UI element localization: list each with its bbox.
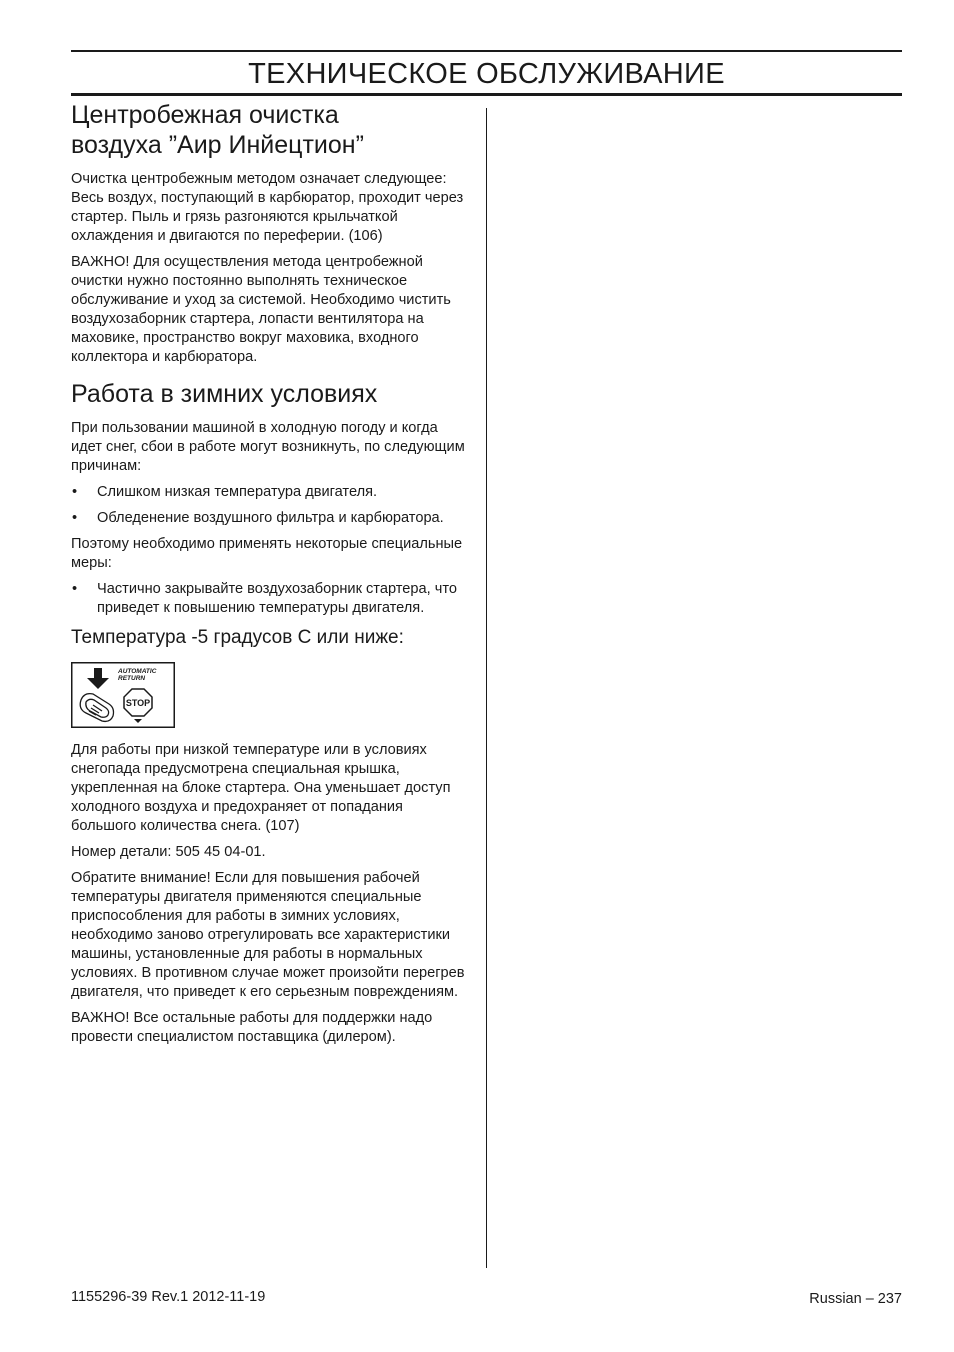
paragraph-centrifugal: Очистка центробежным методом означает следующее: Весь воздух, поступающий в карбюратор, проходит через стартер. Пыль и грязь разгоняются крыльчаткой охлаждения и двигаются по перефeрии. (106) xyxy=(71,171,464,244)
footer-doc-id: 1155296-39 Rev.1 2012-11-19 xyxy=(71,1289,266,1305)
section-title-line2: воздуха ”Аир Инйецтион” xyxy=(71,131,364,159)
list-item: • Частично закрывайте воздухозаборник стартера, что приведет к повышению температуры двигателя. xyxy=(71,580,471,618)
page-title: ТЕХНИЧЕСКОЕ ОБСЛУЖИВАНИЕ xyxy=(248,58,725,90)
paragraph-notice: Обратите внимание! Если для повышения рабочей температуры двигателя применяются специальные приспособления для работы в зимних условиях, необходимо заново отрегулировать все характеристики машины, установленные для работы в нормальных условиях. В противном случае может произойти перегрев двигателя, что приведет к его серьезным повреждениям. xyxy=(71,870,465,1000)
paragraph-cold-weather: При пользовании машиной в холодную погоду и когда идет снег, сбои в работе могут возникнуть, по следующим причинам: xyxy=(71,420,465,474)
header-top-rule xyxy=(71,50,902,52)
section-title-winter: Работа в зимних условиях xyxy=(71,380,378,408)
figure-label-automatic: AUTOMATIC xyxy=(118,668,157,675)
list-item: • Слишком низкая температура двигателя. xyxy=(71,483,471,502)
subsection-title-temperature: Температура -5 градусов С или ниже: xyxy=(71,627,404,648)
left-column xyxy=(71,100,471,1054)
paragraph-winter-cover: Для работы при низкой температуре или в условиях снегопада предусмотрена специальная крышка, укрепленная на блоке стартера. Она уменьшает доступ холодного воздуха и предохраняет от попадания большого количества снега. (107) xyxy=(71,742,451,834)
section-title-line1: Центробежная очистка xyxy=(71,101,339,129)
paragraph-part-number: Номер детали: 505 45 04-01. xyxy=(71,844,266,860)
bullet-list-causes xyxy=(71,483,471,528)
starter-cover-figure xyxy=(71,662,175,728)
bullet-list-measures xyxy=(71,580,471,618)
paragraph-special-measures: Поэтому необходимо применять некоторые специальные меры: xyxy=(71,536,463,571)
footer-page-number: Russian – 237 xyxy=(809,1291,902,1307)
figure-label-return: RETURN xyxy=(118,675,146,682)
column-divider xyxy=(486,108,487,1268)
section-title-air-injection xyxy=(71,100,471,160)
stop-label: STOP xyxy=(125,698,151,708)
list-item: • Обледенение воздушного фильтра и карбюратора. xyxy=(71,509,471,528)
paragraph-important-dealer: ВАЖНО! Все остальные работы для поддержки надо провести специалистом поставщика (дилером). xyxy=(71,1010,433,1045)
paragraph-important-maintenance: ВАЖНО! Для осуществления метода центробежной очистки нужно постоянно выполнять техническое обслуживание и уход за системой. Необходимо чистить воздухозаборник стартера, лопасти вентилятора на маховике, пространство вокруг маховика, входного коллектора и карбюратора. xyxy=(71,254,451,365)
header-bottom-rule xyxy=(71,93,902,96)
